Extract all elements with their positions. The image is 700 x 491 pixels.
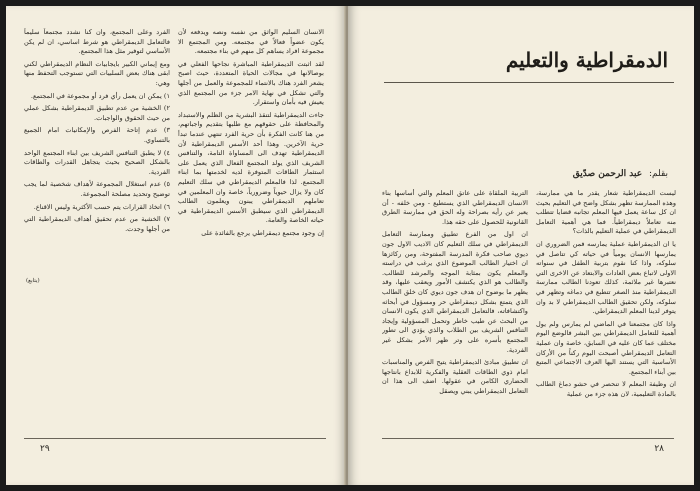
right-page-right-column <box>536 189 676 435</box>
list-item: ٦) اتخاذ القرارات يتم حسب الأكثرية وليس الاقناع. <box>33 202 170 211</box>
right-page <box>348 6 694 485</box>
list-item: ٥) عدم استغلال المجموعة لأهداف شخصية لما يجب توضيح وتحديد مصلحة المجموعة. <box>24 180 170 198</box>
paragraph: الفرد وعلى المجتمع، وان كنا نشدد مجتمعاً سليماً فالتعامل الديمقراطي هو شرط اساسي، ان لم يكن الأساسي لتوفير مثل هذا المجتمع. <box>24 28 170 56</box>
paragraph: واذا كان مجتمعنا في الماضي لم يمارس ولم يول أهمية للتعامل الديمقراطي بين البشر فالوضع اليوم مختلف عما كان عليه في السابق، خاصة وان عملية التعامل الديمقراطي أصبحت اليوم ركناً من الأركان الأساسية التي يستند اليها العرف الاجتماعي المتبع بين أبناء المجتمع. <box>536 319 676 376</box>
paragraph: ان وظيفة المعلم لا تنحصر في حشو دماغ الطالب بالمادة التعليمية، لان هذه جزء من عملية <box>536 380 676 398</box>
left-page-right-column <box>178 28 324 430</box>
paragraph: ليست الديمقراطية شعار يقدر ما هي ممارسة، وهذه الممارسة تظهر بشكل واضح في التعليم بحيث ان كل ساعة يعمل فيها المعلم تجانبه قضايا تتطلب منه تعاملاً ديمقراطياً. فما هي أهمية التعامل الديمقراطي في عملية التعليم بالذات؟ <box>536 189 676 236</box>
author-name: عبد الرحمن صدّيق <box>572 169 643 179</box>
left-page <box>6 6 346 485</box>
magazine-spread <box>6 6 694 485</box>
list-item: ١) يمكن ان يعمل رأي فرد أو مجموعة في المجتمع. <box>30 91 170 100</box>
paragraph: التربية الملقاة على عاتق المعلم والتي أساسها بناء الانسان الديمقراطي الذي يستطيع - ومن خلفه - أن يعبر عن رأيه بصراحة وله الحق في ممارسة الطرق القانونية للحصول على حقه هذا. <box>382 189 528 226</box>
list-item: ٣) عدم إتاحة الفرص والإمكانيات امام الجميع بالتساوي. <box>24 126 170 144</box>
list-item: ٧) الخشية من عدم تحقيق أهداف الديمقراطية التي من أجلها وجدت. <box>24 215 170 233</box>
list-item: ٤) لا يطبق التنافس الشريف بين ابناء المجتمع الواحد بالشكل الصحيح بحيث يتجاهل القدرات والطاقات الفردية. <box>24 148 170 176</box>
article-title: الدمقراطية والتعليم <box>505 48 668 72</box>
page-number: ٢٩ <box>40 444 50 454</box>
paragraph: إن وجود مجتمع ديمقراطي يرجع بالفائدة على <box>201 228 324 237</box>
paragraph: ان اول من الفرع تطبيق وممارسة التعامل الديمقراطي في سلك التعليم كان الاديب الاول جون ديوي صاحب فكرة المدرسة المفتوحة، ومن ركائزها ان اختيار الطالب الموضوع الذي يرغب في دراسته والمعلم يكون بمثابة الموجه والمرشد للطالب. والطالب هو الذي يكتشف الأمور ويعقب عليها، وقد يظهر ما بوضوح ان هدف جون ديوي كان خلق الطالب الذي يتمتع بشكل ديمقراطي حر ومسؤول في أبحاثه واكتشافاته، فالتعامل الديمقراطي الذي يكون الانسان من البحث عن طيب خاطر وتحمل المسؤولية وإيجاد التنافس الشريف بين الطلاب والذي يؤدي الى تطور المجتمع بأسره على وتر ظهر الأمر بشكل غير الفردية. <box>382 230 528 354</box>
byline-label: بقلم: <box>648 169 668 179</box>
left-page-left-column <box>24 28 170 276</box>
paragraph: جاءت الديمقراطية لتنقذ البشرية من الظلم والاستبداد والمحافظة على حقوقهم مع طلبها بتقديم واجباتهم، من هنا كانت الفكرة بأن حرية الفرد تنتهي عندما تبدأ حرية الآخرين. وهذا أحد الأسس الديمقراطية لأن الديمقراطية تهدف الى المساواة التامة، والتنافس الشريف الذي يولد المجتمع الفعال الذي يعمل على استثمار الطاقات المتوفرة لديه لخدمتها بما ابناء المجتمع. لذا فالمعلم الديمقراطي في سلك التعليم كان ولا يزال حيوياً وضرورياً، خاصة وان المعلمين في تعاملهم الديمقراطي يبنون ويعلمون الطالب الديمقراطي الذي سيطبق الأسس الديمقراطية في حياته الخاصة والعامة. <box>178 110 324 225</box>
list-item: ٢) الخشية من عدم تطبيق الديمقراطية بشكل عملي من حيث الحقوق والواجبات. <box>24 104 170 122</box>
right-page-left-column <box>382 189 528 435</box>
page-number: ٢٨ <box>654 444 664 454</box>
paragraph: ومع إيماني الكبير بايجابيات النظام الديمقراطي لكني ابقى هناك بعض السلبيات التي تستوجب التحفظ منها وهي: <box>24 59 170 87</box>
title-rule <box>384 82 674 83</box>
paragraph: الانسان السليم الواثق من نفسه ونصه ويدفعه لأن يكون عضواً فعالاً في مجتمعه. ومن المجتمع الا مجموعة افراد يساهم كل منهم في بناء مجتمعه. <box>178 28 324 56</box>
continued-marker: (يتابع) <box>26 278 40 284</box>
bottom-rule <box>24 438 326 439</box>
paragraph: يا ان الديمقراطية عملية يمارسه فمن الضروري ان يمارسها الانسان يومياً في حياته كي تتاصل في سلوكه، واذا كنا نقوم بتربية الطفل في سنواته الاولى لاتباع بعض العادات والابتعاد عن الاخرى التي نعتبرها غير ملائمة، كذلك تعودنا الطالب ممارسة الديمقراطية منذ الصغر تتطبع في دماغه وتظهر في سلوكه، ولكن تحقيق الطالب الديمقراطي لا بد وان يتوفر لدينا المعلم الديمقراطي. <box>536 239 676 316</box>
bottom-rule <box>382 438 674 439</box>
paragraph: لقد اثبتت الديمقراطية المباشرة نجاحها الفعلي في بوصالانها في مجالات الحياة المتعددة، حيث اصبح يشعر الفرد هناك بالانتماء للمجموعة والعمل من أجلها والتي تشكل في نهاية الامر جزء من المجتمع الذي يعيش فيه بأمان واستقرار. <box>178 59 324 107</box>
byline <box>573 169 668 179</box>
paragraph: ان تطبيق مبادئ الديمقراطية يتيح الفرص والمناسبات امام ذوي الطاقات العقلية والفكرية للابداع بانتاجها الحضاري الكامن في عقولها. اضف الى هذا ان التعامل الديمقراطي يبني ويصقل <box>382 358 528 395</box>
